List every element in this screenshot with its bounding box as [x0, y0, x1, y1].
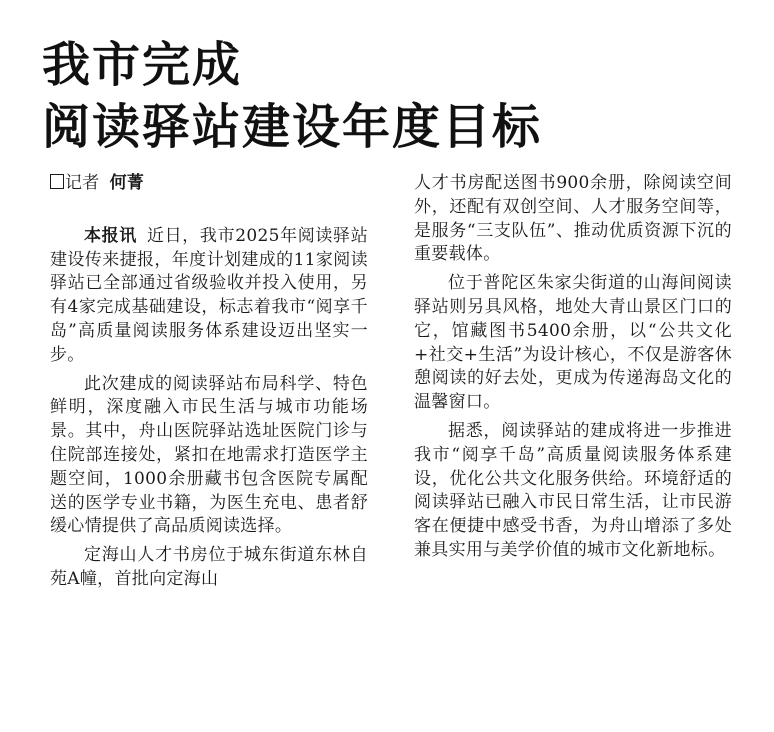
headline-line-2: 阅读驿站建设年度目标 [42, 99, 543, 155]
paragraph-2: 此次建成的阅读驿站布局科学、特色鲜明，深度融入市民生活与城市功能场景。其中，舟山医院驿站选址医院门诊与住院部连接处，紧扣在地需求打造医学主题空间，1000余册藏书包含医院专属配送的医学专业书籍，为医生充电、患者舒缓心情提供了高品质阅读选择。 [50, 373, 368, 537]
right-column [414, 172, 732, 563]
paragraph-1-text: 近日，我市2025年阅读驿站建设传来捷报，年度计划建成的11家阅读驿站已全部通过省级验收并投入使用，另有4家完成基础建设，标志着我市“阅享千岛”高质量阅读服务体系建设迈出坚实一步。 [50, 225, 368, 365]
paragraph-4: 位于普陀区朱家尖街道的山海间阅读驿站则另具风格，地处大青山景区门口的它，馆藏图书5400余册，以“公共文化+社交+生活”为设计核心，不仅是游客休憩阅读的好去处，更成为传递海岛文化的温馨窗口。 [414, 273, 732, 413]
headline [42, 34, 742, 158]
paragraph-1 [50, 225, 368, 368]
left-column [50, 172, 368, 592]
byline-prefix: 记者 [65, 173, 100, 193]
paragraph-5: 据悉，阅读驿站的建成将进一步推进我市“阅享千岛”高质量阅读服务体系建设，优化公共文化服务供给。环境舒适的阅读驿站已融入市民日常生活，让市民游客在便捷中感受书香，为舟山增添了多处兼具实用与美学价值的城市文化新地标。 [414, 420, 732, 560]
box-icon [50, 174, 64, 189]
paragraph-3-start: 定海山人才书房位于城东街道东林自苑A幢，首批向定海山 [50, 545, 368, 589]
reporter-name: 何菁 [109, 173, 145, 193]
headline-line-1: 我市完成 [42, 37, 243, 93]
lead-label: 本报讯 [84, 225, 137, 246]
byline [50, 172, 368, 196]
paragraph-3-continued: 人才书房配送图书900余册，除阅读空间外，还配有双创空间、人才服务空间等，是服务“三支队伍”、推动优质资源下沉的重要载体。 [414, 173, 732, 265]
